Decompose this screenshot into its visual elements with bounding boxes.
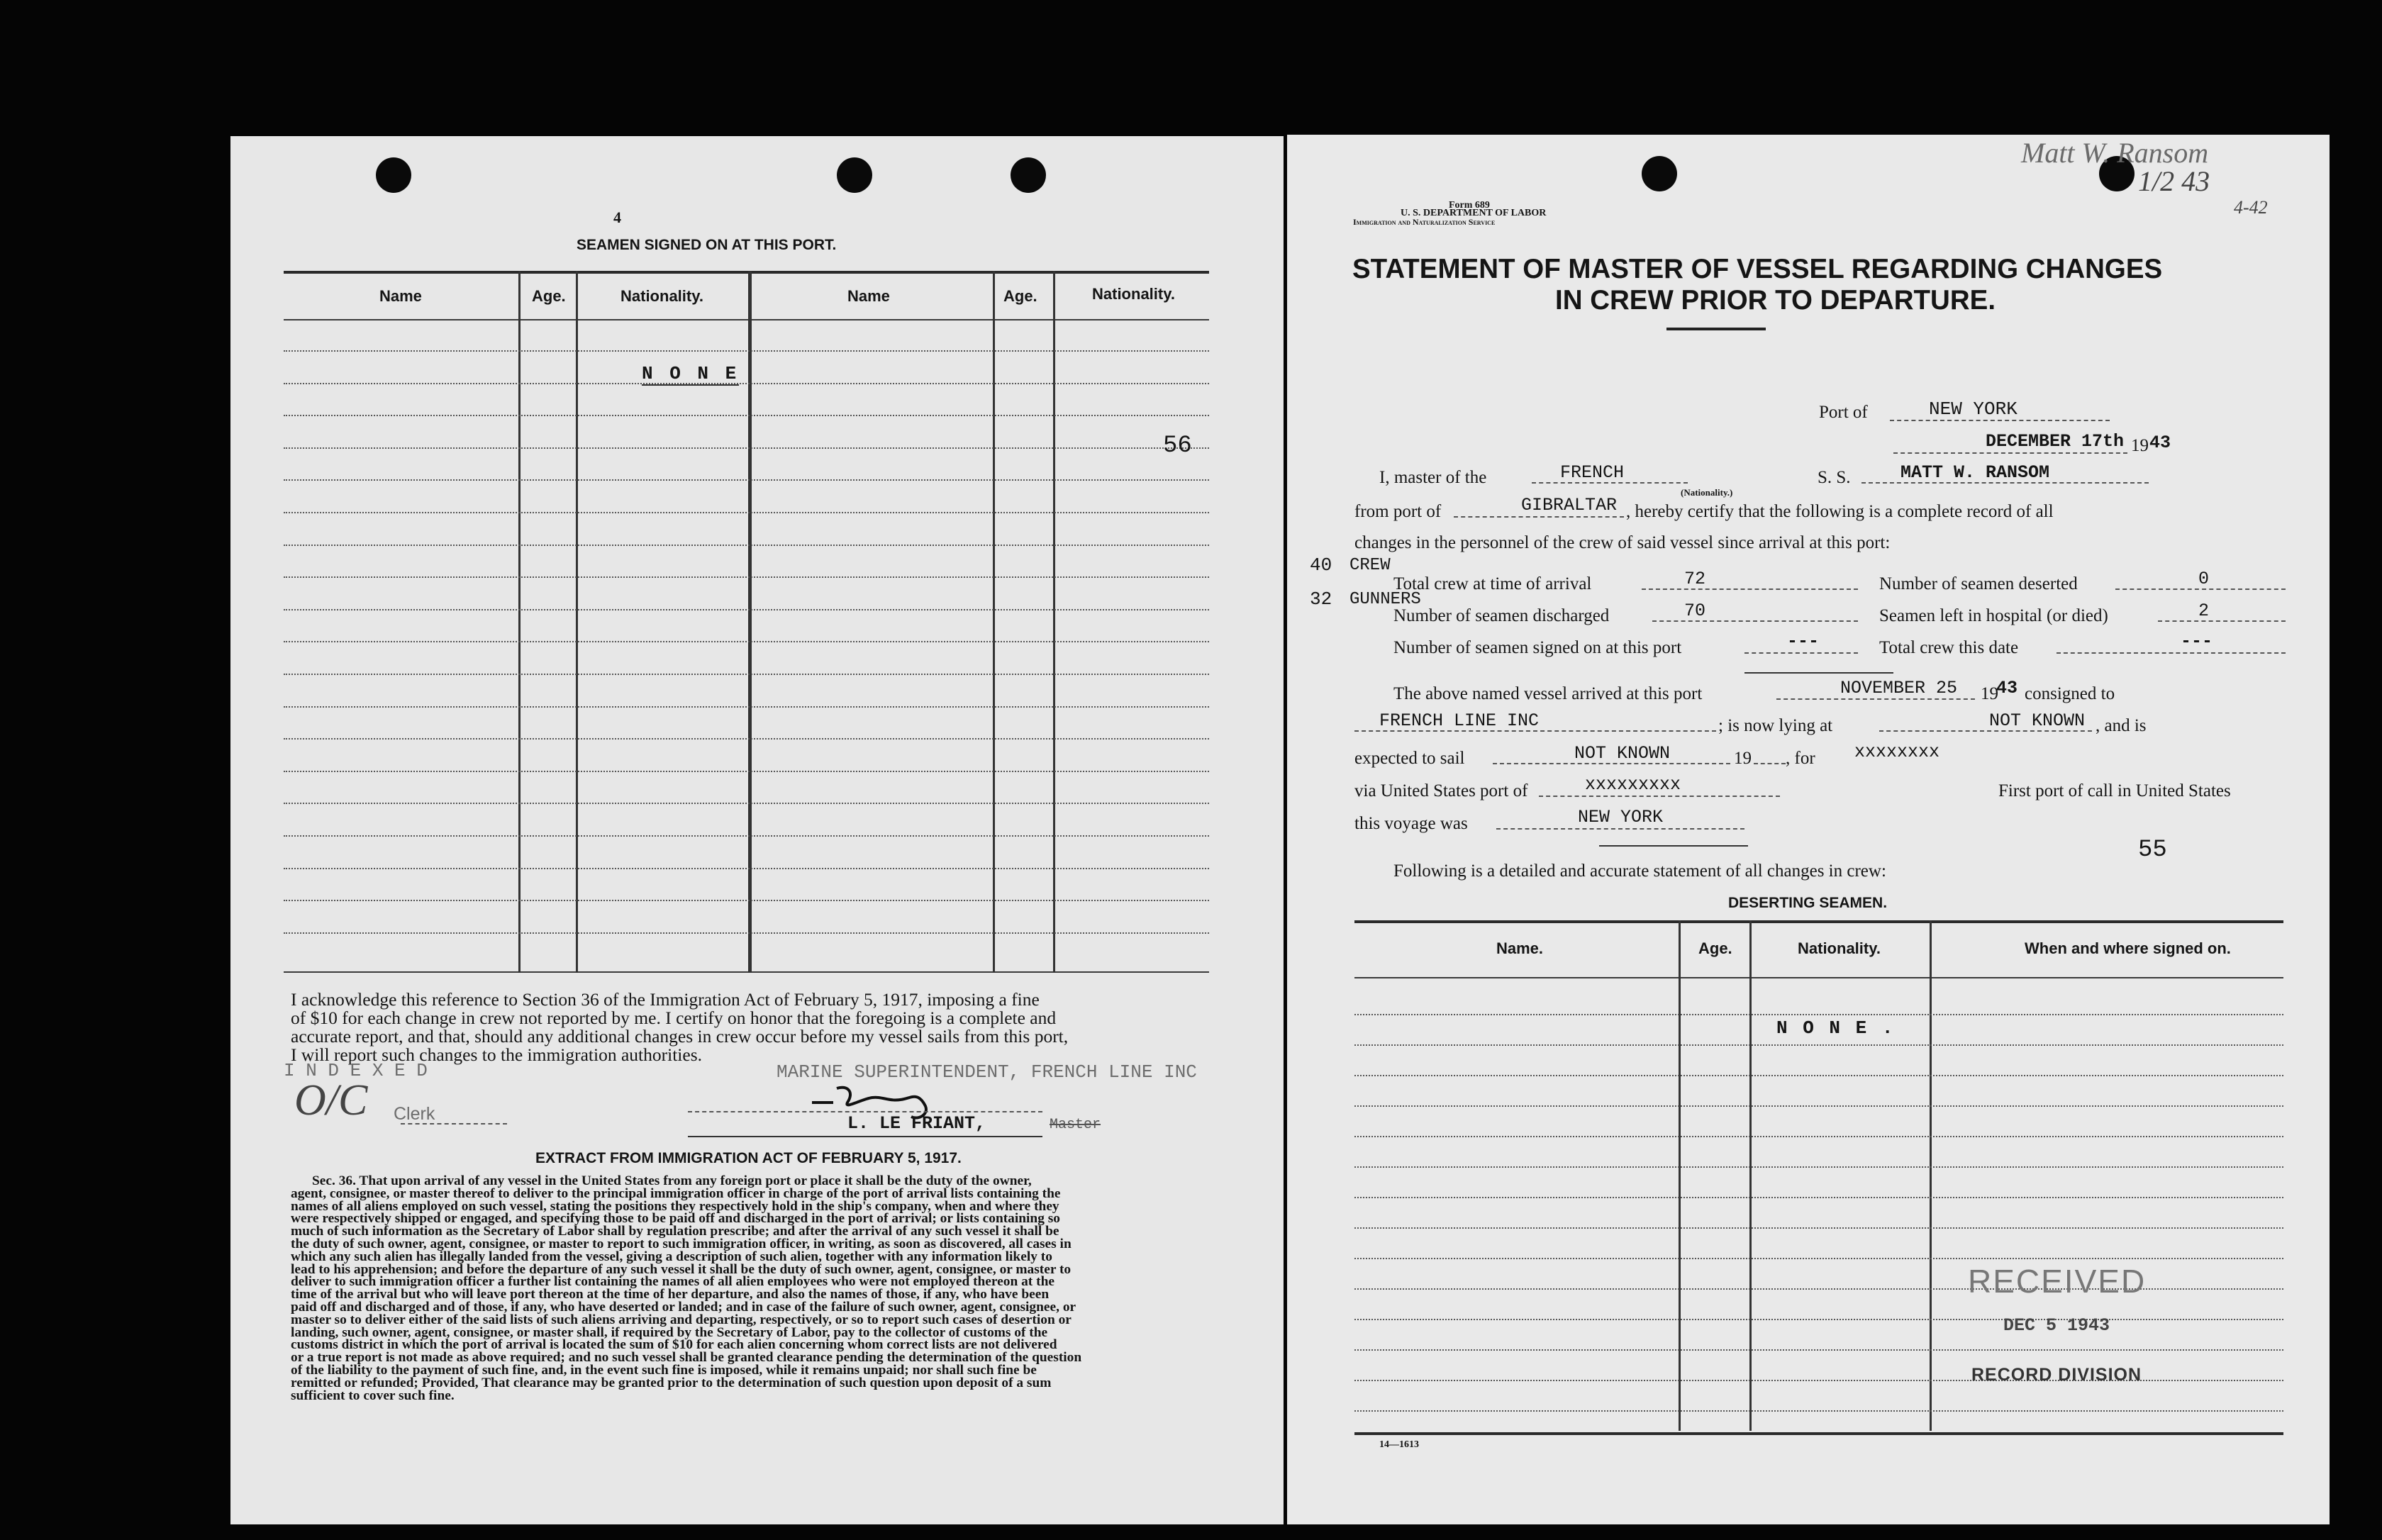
arrived-year-prefix: 19 [1981,684,1998,703]
master-of-label: I, master of the [1379,468,1487,487]
arrived-label: The above named vessel arrived at this port [1393,684,1703,703]
nationality-value: FRENCH [1560,462,1625,483]
table-row-rule [1354,1044,2283,1046]
table-row-rule [1354,1014,2283,1015]
field-line [1354,730,1716,732]
acknowledgment-line: I acknowledge this reference to Section 36 of the Immigration Act of February 5, 1917, imposing a fine [291,989,1040,1010]
rule [1599,845,1748,847]
table-row-rule [1354,1349,2283,1351]
column-header: Age. [532,287,566,305]
expected-year: 19 [1734,749,1752,768]
table-bottom-rule [284,971,1209,973]
table-top-rule [284,271,1209,274]
discharged-label: Number of seamen discharged [1393,606,1610,625]
table-row-rule [284,706,1209,708]
field-line [2115,588,2286,590]
extract-line: which any such alien has illegally landed from the vessel, giving a description of such alien, together with any information likely to [291,1249,1052,1264]
column-header: Nationality. [1092,285,1175,303]
table-row-rule [284,350,1209,352]
acknowledgment-text [291,991,1068,1064]
deserted-label: Number of seamen deserted [1879,574,2078,593]
seamen-signed-title: SEAMEN SIGNED ON AT THIS PORT. [577,237,837,253]
extract-line: paid off and discharged and of those, if any, who have deserted or landed; and in case of the failure of such owner, agent, consignee, or [291,1299,1076,1315]
arrived-year-value: 43 [1996,678,2018,698]
title-underline [1666,328,1766,330]
indexed-stamp: I N D E X E D [284,1060,428,1081]
table-row-rule [284,641,1209,642]
extract-line: of the liability to the payment of such fine, and, in the event such fine is imposed, while it remains unpaid; nor shall such fine be [291,1362,1037,1378]
table-row-rule [1354,1166,2283,1168]
table-row-rule [284,383,1209,384]
vessel-name: MATT W. RANSOM [1900,462,2050,483]
extract-line: lead to his apprehension; and before the departure of any such vessel it shall be the duty of such owner, agent, consignee, or master to [291,1261,1072,1277]
nationality-caption: (Nationality.) [1681,487,1733,498]
table-row-rule [1354,1380,2283,1381]
table-row-rule [1354,1197,2283,1198]
column-header: Name. [1496,939,1544,957]
port-of-label: Port of [1819,403,1868,422]
table-row-rule [284,576,1209,578]
department: U. S. DEPARTMENT OF LABOR [1401,208,1547,218]
clerk-line [401,1123,507,1125]
field-line [1744,652,1858,654]
table-bottom-rule [1354,1432,2283,1435]
extract-title: EXTRACT FROM IMMIGRATION ACT OF FEBRUARY 5, 1917. [535,1150,962,1166]
title-line-2: IN CREW PRIOR TO DEPARTURE. [1555,285,1996,316]
extract-line: much of such information as the Secretary of Labor shall by regulation prescribe; and after the arrival of any such vessel it shall be [291,1224,1059,1239]
hospital-label: Seamen left in hospital (or died) [1879,606,2108,625]
handwritten-vessel-name: Matt W. Ransom [2021,137,2209,169]
margin-number: 56 [1163,433,1192,459]
form-number: Form 689 [1449,200,1490,211]
field-line [1776,698,1975,700]
title-line-1: STATEMENT OF MASTER OF VESSEL REGARDING CHANGES [1352,254,2163,284]
left-page [230,136,1284,1524]
hospital-value: 2 [2198,601,2210,621]
from-port-value: GIBRALTAR [1521,495,1618,515]
margin-gunners-count: 32 [1310,588,1332,610]
column-divider [1749,920,1752,1431]
changes-text: changes in the personnel of the crew of said vessel since arrival at this port: [1354,533,1891,552]
table-row-rule [1354,1319,2283,1320]
field-line [1652,620,1858,622]
received-stamp: RECEIVED [1968,1263,2147,1300]
table-row-rule [284,512,1209,513]
for-value: xxxxxxxx [1854,742,1940,762]
right-page [1287,135,2330,1524]
column-header: Age. [1003,287,1037,305]
field-line [1642,588,1858,590]
extract-line: were respectively shipped or engaged, and specifying those to be paid off and discharged in the port of arrival; or lists containing so [291,1211,1061,1227]
extract-line: or a true report is not made as above required; and no such vessel shall be granted clearance pending the determination of the question [291,1350,1082,1366]
and-is-label: , and is [2096,716,2147,735]
extract-line: agent, consignee, or master thereof to deliver to the principal immigration officer in charge of the port of arrival lists containing the [291,1185,1061,1201]
punch-hole [837,157,872,193]
margin-crew-count: 40 [1310,554,1332,576]
via-label: via United States port of [1354,781,1528,800]
expected-value: NOT KNOWN [1574,743,1671,764]
column-header: Name [847,287,890,305]
lying-value: NOT KNOWN [1989,710,2086,731]
port-of-value: NEW YORK [1929,398,2018,420]
acknowledgment-line: of $10 for each change in crew not reported by me. I certify on honor that the foregoing is a complete and [291,1008,1057,1028]
for-label: , for [1786,749,1815,768]
master-label: Master [1050,1117,1101,1133]
year-value: 43 [2149,433,2171,453]
table-row-rule [1354,1105,2283,1107]
arrived-value: NOVEMBER 25 [1840,678,1958,698]
deserted-value: 0 [2198,569,2210,589]
field-line [1754,763,1786,764]
field-line [1893,452,2127,454]
table-row-rule [284,415,1209,416]
name-line [688,1136,1042,1137]
field-line [1879,730,2092,732]
extract-line: landing, such owner, agent, consignee, or master shall, if required by the Secretary of Labor, pay to the collector of customs of the [291,1324,1048,1340]
extract-line: customs district in which the port of arrival is located the sum of $10 for each alien concerning whom correct lists are not delivered [291,1337,1057,1353]
margin-gunners-label: GUNNERS [1349,590,1421,609]
field-line [1496,828,1744,830]
table-row-rule [1354,1258,2283,1259]
field-line [1493,763,1730,764]
column-header: Age. [1698,939,1732,957]
extract-line: master so to deliver either of the said lists of such aliens arriving and departing, respectively, or so to report such cases of desertion or [291,1312,1072,1327]
lying-label: ; is now lying at [1718,716,1833,735]
punch-hole [376,157,411,193]
none-entry: N O N E . [1776,1017,1896,1039]
table-row-rule [284,738,1209,740]
extract-line: sufficient to cover such fine. [291,1388,455,1403]
extract-line: deliver to such immigration officer a further list containing the names of all alien employees who were not employed thereon at the [291,1274,1054,1290]
extract-line: names of all aliens employed on such vessel, stating the positions they respectively hold in the ship's company, when and where they [291,1198,1059,1214]
table-row-rule [1354,1410,2283,1412]
table-row-rule [284,447,1209,449]
extract-line: the duty of such owner, agent, consignee, or master to report to such immigration officer, in writing, as soon as discovered, all cases in [291,1236,1072,1251]
deserting-seamen-title: DESERTING SEAMEN. [1728,895,1888,911]
following-text: Following is a detailed and accurate statement of all changes in crew: [1393,861,1886,881]
clerk-label: Clerk [394,1104,435,1124]
column-header: When and where signed on. [2025,939,2231,957]
column-divider [1930,920,1932,1431]
punch-hole [1011,157,1046,193]
column-header: Nationality. [1798,939,1881,957]
total-crew-date-value: --- [2181,631,2213,652]
total-crew-arrival-label: Total crew at time of arrival [1393,574,1592,593]
table-row-rule [284,835,1209,837]
table-header-rule [1354,977,2283,978]
ss-label: S. S. [1818,468,1851,487]
column-header: Name [379,287,422,305]
signature-line [688,1111,1042,1112]
record-division: RECORD DIVISION [1971,1365,2142,1385]
year-prefix: 19 [2131,436,2149,455]
column-divider [1679,920,1681,1431]
page-number: 4 [613,208,621,226]
signer-title: MARINE SUPERINTENDENT, FRENCH LINE INC [777,1061,1197,1083]
margin-crew-label: CREW [1349,556,1391,575]
total-crew-date-label: Total crew this date [1879,638,2019,657]
table-header-rule [284,319,1209,320]
service: Immigration and Naturalization Service [1353,217,1496,227]
consignee-value: FRENCH LINE INC [1379,710,1540,731]
certify-text: , hereby certify that the following is a complete record of all [1626,502,2054,521]
field-line [2057,652,2286,654]
table-row-rule [284,609,1209,610]
table-row-rule [284,545,1209,546]
table-row-rule [1354,1136,2283,1137]
field-line [1454,516,1624,518]
table-row-rule [284,868,1209,869]
discharged-value: 70 [1684,601,1706,621]
clerk-initials: O/C [294,1076,368,1125]
table-top-rule [1354,920,2283,923]
table-row-rule [1354,1227,2283,1229]
date-value: DECEMBER 17th [1986,431,2125,452]
punch-hole [1642,156,1677,191]
extract-line: time of the arrival but who will leave port thereon at the time of her departure, and also the names of those, if any, who have been [291,1287,1050,1302]
handwritten-date: 1/2 43 [2138,165,2210,197]
print-code: 14—1613 [1379,1439,1419,1450]
acknowledgment-line: accurate report, and that, should any additional changes in crew occur before my vessel sails from this port, [291,1026,1069,1047]
none-entry: N O N E [642,363,740,384]
field-line [2158,620,2286,622]
via-value: xxxxxxxxx [1585,774,1681,795]
consigned-label: consigned to [2025,684,2115,703]
column-header: Nationality. [620,287,703,305]
field-line [1539,796,1780,797]
extract-line: Sec. 36. That upon arrival of any vessel in the United States from any foreign port or place it shall be the duty of the owner, [312,1173,1032,1188]
table-row-rule [284,674,1209,675]
signed-on-label: Number of seamen signed on at this port [1393,638,1682,657]
extract-line: remitted or refunded; Provided, That clearance may be granted prior to the determination of such question upon deposit of a sum [291,1375,1052,1390]
this-voyage-label: this voyage was [1354,814,1468,833]
handwritten-code: 4-42 [2234,197,2268,218]
signed-on-value: --- [1787,631,1820,652]
margin-number: 55 [2138,837,2167,864]
table-row-rule [284,900,1209,901]
table-row-rule [284,771,1209,772]
total-crew-arrival-value: 72 [1684,569,1706,589]
this-voyage-value: NEW YORK [1578,807,1664,827]
received-date: DEC 5 1943 [2003,1315,2110,1336]
first-port-label: First port of call in United States [1998,781,2231,800]
table-row-rule [284,479,1209,481]
signer-name: L. LE FRIANT, [847,1113,986,1134]
from-port-label: from port of [1354,502,1442,521]
extract-text [291,1175,1081,1402]
table-row-rule [1354,1075,2283,1076]
field-line [1532,482,1688,484]
acknowledgment-line: I will report such changes to the immigration authorities. [291,1044,702,1065]
table-row-rule [284,803,1209,804]
field-line [1861,482,2149,484]
field-line [1890,420,2110,421]
table-row-rule [284,932,1209,934]
expected-label: expected to sail [1354,749,1465,768]
rule [1744,672,1893,674]
